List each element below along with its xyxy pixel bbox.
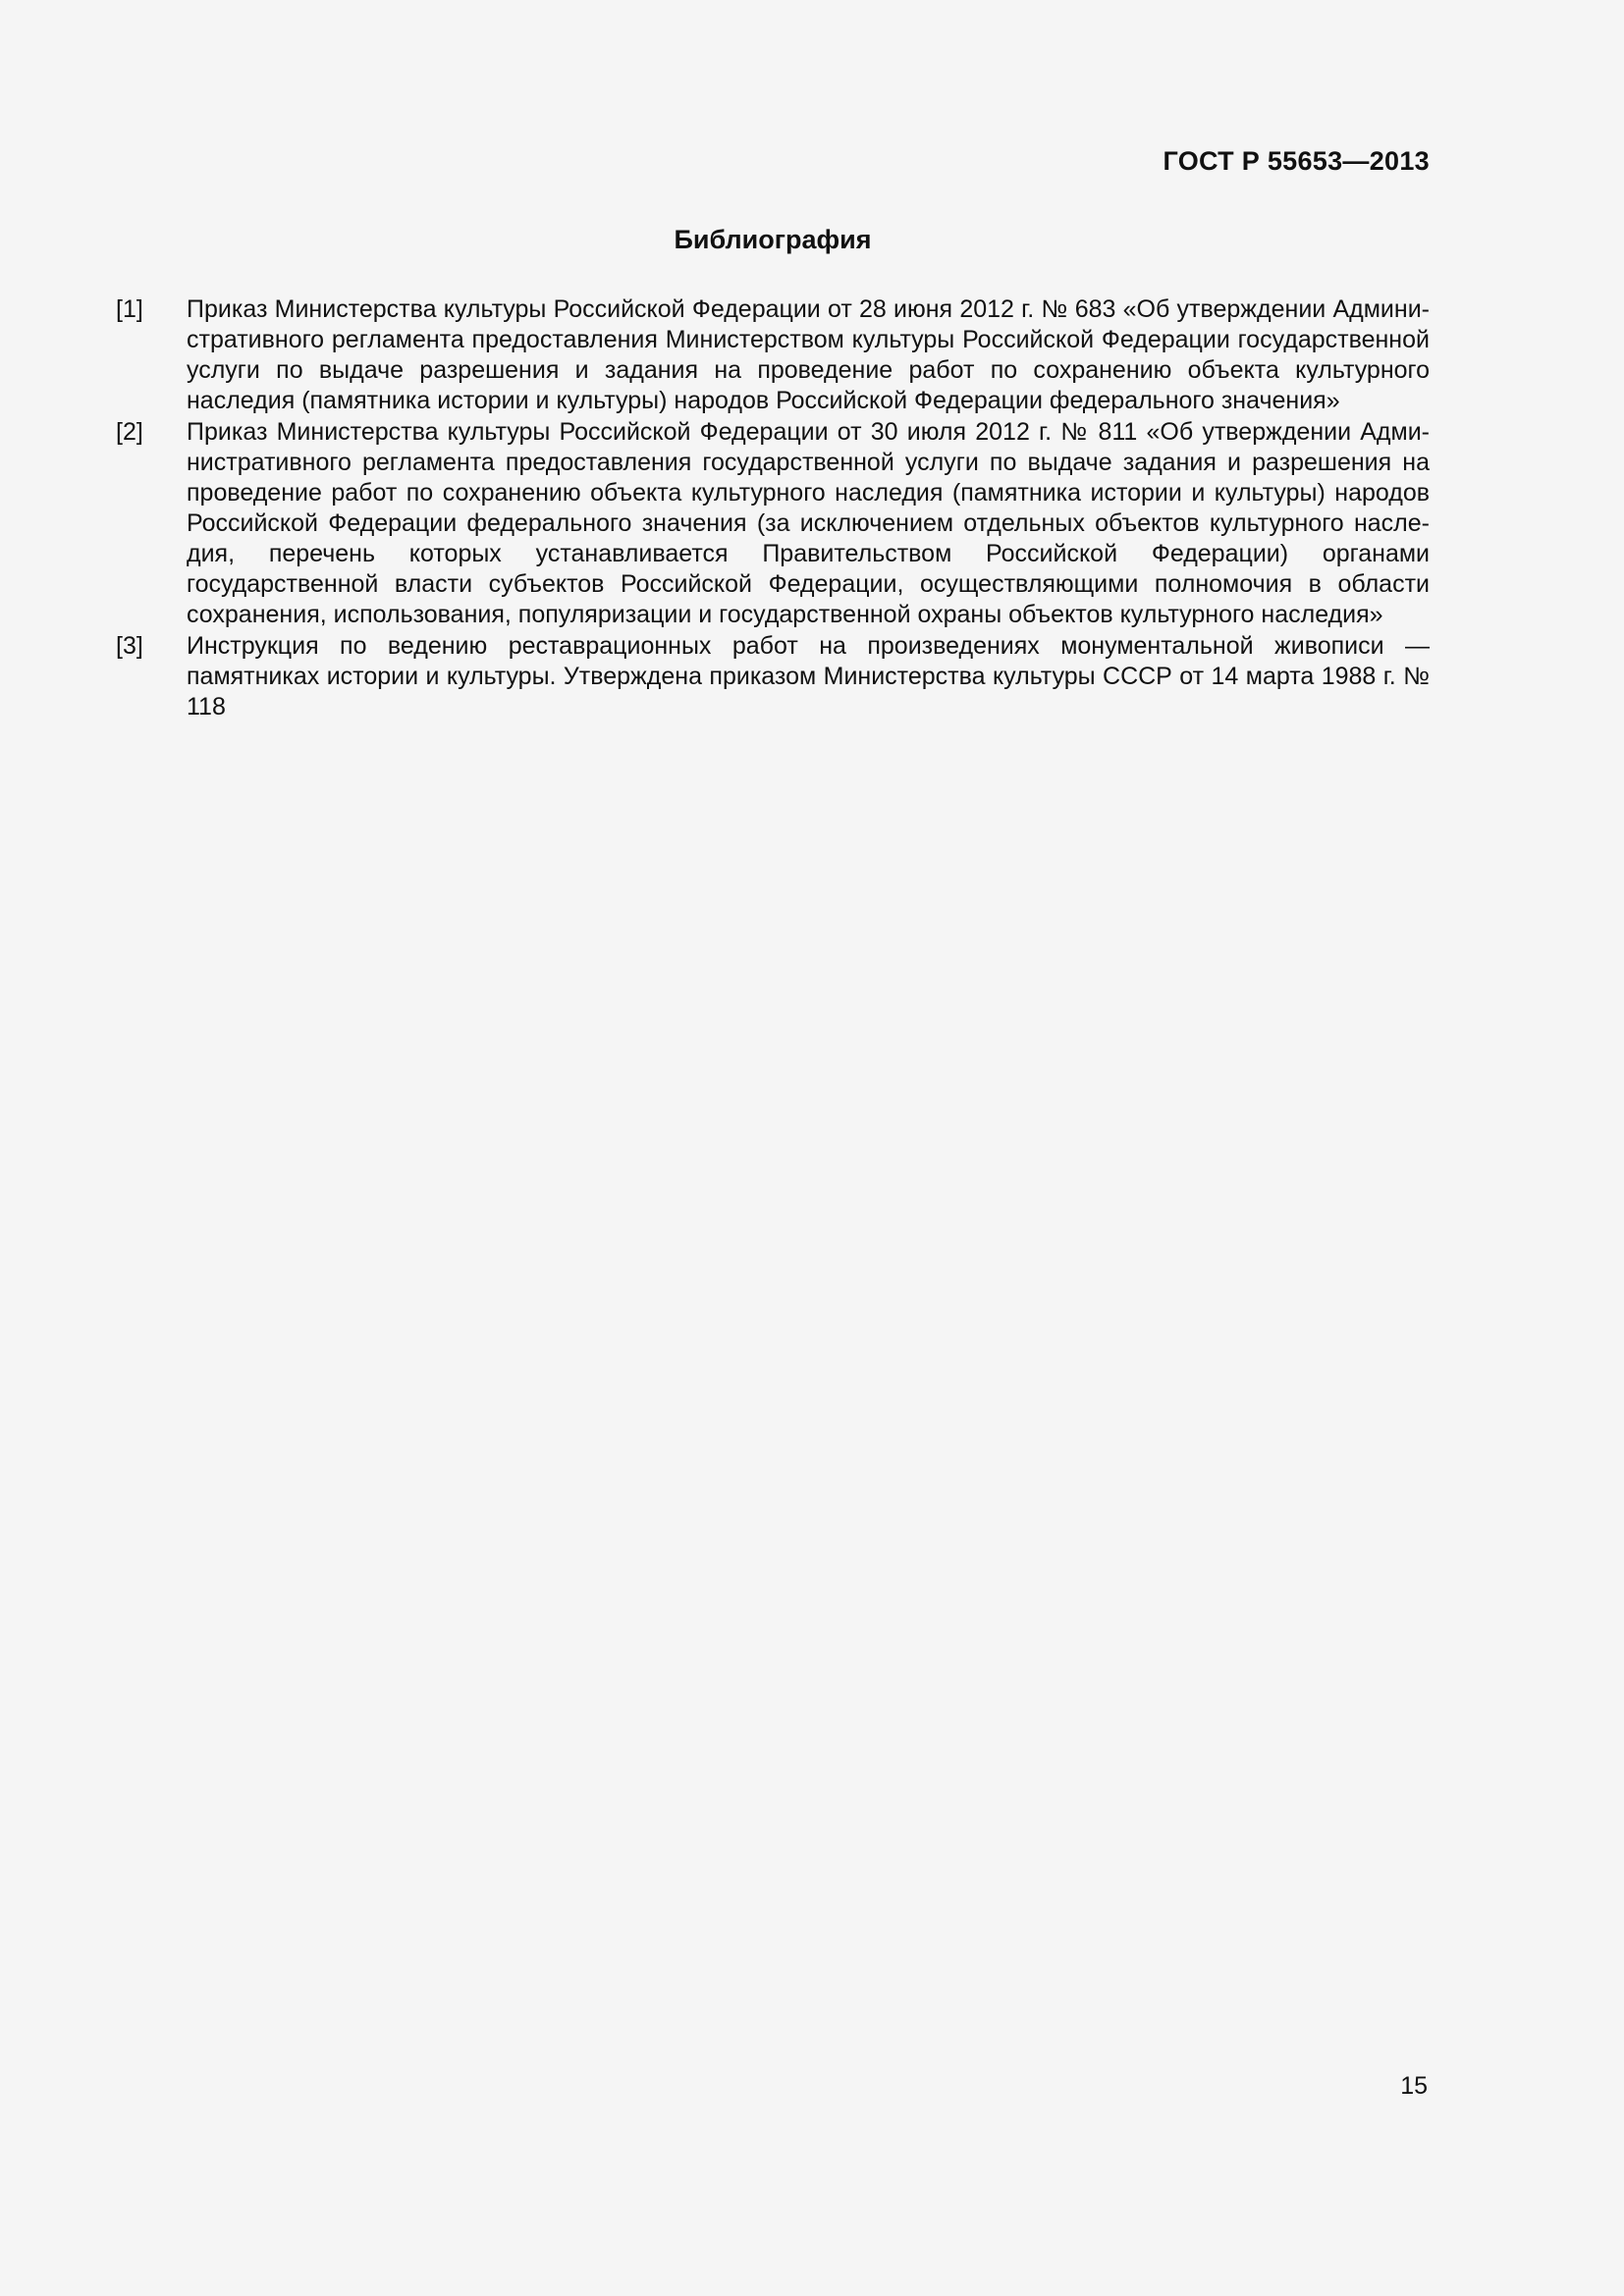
page-number: 15 bbox=[1400, 2072, 1428, 2100]
bibliography-entry-text: Инструкция по ведению реставрационных работ на произведениях монументальной живописи — памятниках истории и культуры. Утверждена приказом Министерства культуры СССР от 14 марта 1988 г. № 118 bbox=[187, 632, 1430, 721]
bibliography-entry-number: [2] bbox=[116, 418, 143, 446]
bibliography-list bbox=[116, 294, 1430, 723]
bibliography-entry-number: [1] bbox=[116, 295, 143, 323]
bibliography-entry-text: Приказ Министерства культуры Российской Федерации от 30 июля 2012 г. № 811 «Об утверждении Административного регламента предоставления государственной услуги по выдаче задания и разрешения на проведение работ по сохранению объекта культурного наследия (памятника истории и культуры) народов Российской Федерации федерального значения (за исключением отдельных объектов культурного наследия, перечень которых устанавливается Правительством Российской Федерации) органами государственной власти субъектов Российской Федерации, осуществляющими полномочия в области сохранения, использования, популяризации и государственной охраны объектов культурного наследия» bbox=[187, 418, 1430, 628]
bibliography-entry bbox=[116, 417, 1430, 630]
bibliography-entry bbox=[116, 294, 1430, 416]
section-title: Библиография bbox=[674, 225, 872, 254]
bibliography-entry bbox=[116, 631, 1430, 722]
document-standard-id: ГОСТ Р 55653—2013 bbox=[1163, 146, 1430, 176]
bibliography-entry-number: [3] bbox=[116, 632, 143, 660]
bibliography-entry-text: Приказ Министерства культуры Российской Федерации от 28 июня 2012 г. № 683 «Об утверждении Административного регламента предоставления Министерством культуры Российской Федерации государственной услуги по выдаче разрешения и задания на проведение работ по сохранению объекта культурного наследия (памятника истории и культуры) народов Российской Федерации федерального значения» bbox=[187, 295, 1430, 414]
